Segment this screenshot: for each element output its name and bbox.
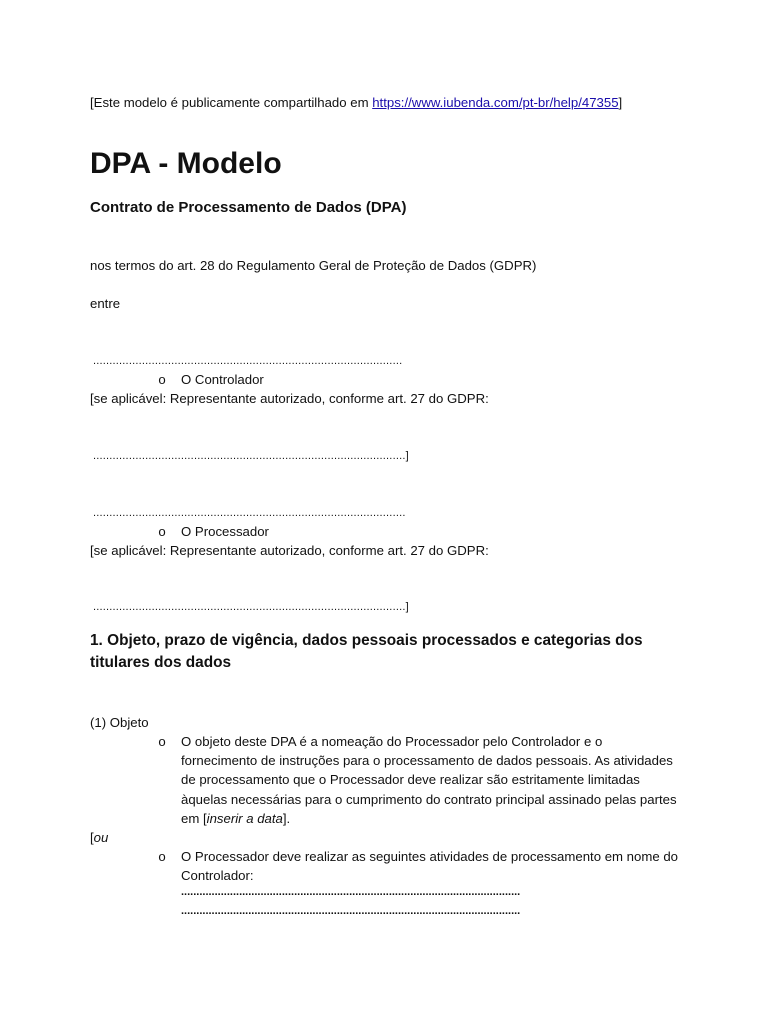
processor-representative-blank: ................................................................................................]: [93, 601, 409, 613]
object-subheading: (1) Objeto: [90, 715, 149, 730]
object-paragraph-text: O objeto deste DPA é a nomeação do Processador pelo Controlador e o fornecimento de instruções para o processamento de dados pessoais. As atividades de processamento que o Processador deve realizar são estritamente limitadas àquelas necessárias para o cumprimento do contrato principal assinado pelas partes em [: [181, 734, 677, 826]
alternative-ou: ou: [93, 830, 109, 845]
alternative-marker: [90, 828, 108, 847]
note-suffix: ]: [618, 95, 623, 110]
source-link[interactable]: https://www.iubenda.com/pt-br/help/47355: [372, 95, 619, 110]
processing-activities-paragraph: O Processador deve realizar as seguintes atividades de processamento em nome do Controlador:: [181, 849, 678, 884]
intro-text: nos termos do art. 28 do Regulamento Geral de Proteção de Dados (GDPR): [90, 258, 537, 273]
object-paragraph-end: ].: [282, 810, 291, 826]
bullet-circle-icon: o: [158, 524, 166, 539]
document-title: DPA - Modelo: [90, 147, 282, 180]
controller-label: O Controlador: [181, 372, 264, 387]
processor-name-blank: ................................................................................................: [93, 507, 406, 519]
controller-representative-note: [se aplicável: Representante autorizado, conforme art. 27 do GDPR:: [90, 391, 489, 406]
template-source-note: [90, 93, 622, 112]
controller-name-blank: ...............................................................................................: [93, 355, 403, 367]
processing-activities-blank-2: ...............................................................................................................: [181, 905, 521, 917]
object-paragraph: [181, 732, 681, 828]
note-prefix: [Este modelo é publicamente compartilhado em: [90, 95, 373, 110]
document-subtitle: Contrato de Processamento de Dados (DPA): [90, 199, 407, 216]
controller-representative-blank: ................................................................................................]: [93, 450, 409, 462]
processing-activities-blank-1: ...............................................................................................................: [181, 886, 521, 898]
bullet-circle-icon: o: [158, 734, 166, 749]
between-text: entre: [90, 296, 121, 311]
alternative-bracket: [: [90, 830, 94, 845]
processor-representative-note: [se aplicável: Representante autorizado, conforme art. 27 do GDPR:: [90, 543, 489, 558]
bullet-circle-icon: o: [158, 372, 166, 387]
section-1-heading: 1. Objeto, prazo de vigência, dados pessoais processados e categorias dos titulares dos dados: [90, 632, 643, 671]
insert-date-placeholder: inserir a data: [206, 810, 283, 826]
bullet-circle-icon: o: [158, 849, 166, 864]
processor-label: O Processador: [181, 524, 269, 539]
